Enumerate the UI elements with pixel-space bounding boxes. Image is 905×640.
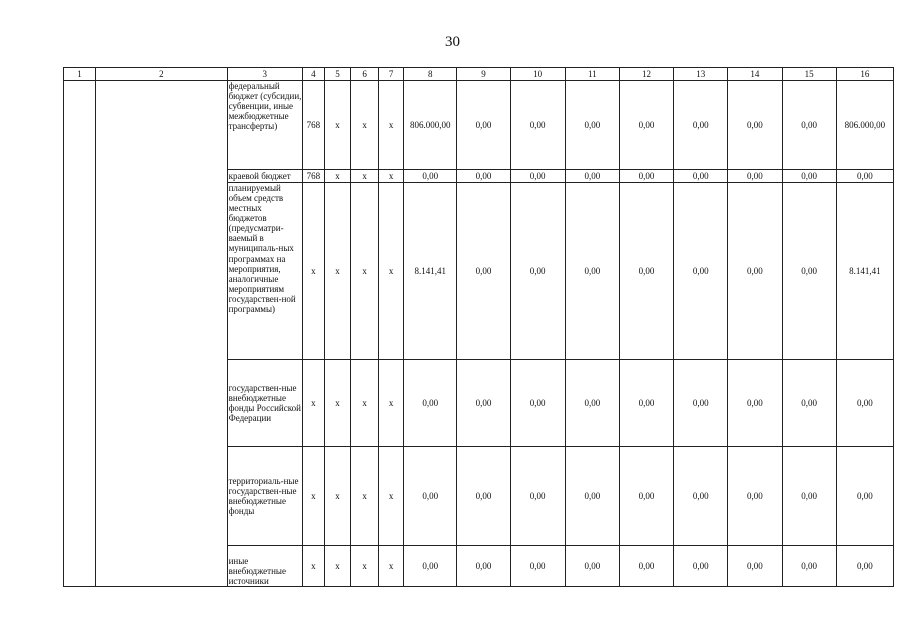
cell: х (302, 546, 324, 587)
col-header: 11 (565, 68, 619, 81)
cell: х (324, 360, 350, 447)
cell: 768 (302, 170, 324, 183)
cell: х (351, 546, 379, 587)
funding-source: иные внебюджетные источники (227, 546, 302, 587)
amount-cell: 8.141,41 (404, 183, 457, 360)
cell: х (302, 360, 324, 447)
header-row (64, 68, 894, 81)
amount-cell: 806.000,00 (404, 81, 457, 170)
funding-source: территориаль-ные государствен-ные внебюджетные фонды (227, 447, 302, 546)
amount-cell: 0,00 (674, 183, 728, 360)
amount-cell: 0,00 (674, 447, 728, 546)
amount-cell: 0,00 (836, 546, 893, 587)
col-header: 4 (302, 68, 324, 81)
amount-cell: 0,00 (728, 360, 782, 447)
amount-cell: 0,00 (782, 546, 836, 587)
cell: х (379, 447, 404, 546)
amount-cell: 0,00 (565, 81, 619, 170)
cell: х (351, 447, 379, 546)
amount-cell: 0,00 (674, 81, 728, 170)
col-header: 16 (836, 68, 893, 81)
amount-cell: 0,00 (404, 360, 457, 447)
cell: х (379, 183, 404, 360)
cell: х (351, 360, 379, 447)
amount-cell: 0,00 (404, 546, 457, 587)
cell: х (324, 183, 350, 360)
amount-cell: 0,00 (782, 81, 836, 170)
cell: х (379, 360, 404, 447)
col-header: 3 (227, 68, 302, 81)
amount-cell: 0,00 (565, 546, 619, 587)
amount-cell: 0,00 (619, 81, 673, 170)
amount-cell: 0,00 (510, 546, 565, 587)
amount-cell: 0,00 (510, 360, 565, 447)
col-header: 13 (674, 68, 728, 81)
col-header: 9 (457, 68, 510, 81)
amount-cell: 0,00 (728, 170, 782, 183)
cell: х (379, 81, 404, 170)
amount-cell: 0,00 (457, 170, 510, 183)
cell: х (379, 546, 404, 587)
amount-cell: 0,00 (457, 360, 510, 447)
cell: х (324, 546, 350, 587)
amount-cell: 0,00 (836, 360, 893, 447)
col-header: 1 (64, 68, 96, 81)
amount-cell: 0,00 (510, 81, 565, 170)
amount-cell: 0,00 (457, 546, 510, 587)
col-header: 14 (728, 68, 782, 81)
page-number: 30 (445, 34, 460, 50)
amount-cell: 0,00 (728, 447, 782, 546)
cell: х (324, 81, 350, 170)
cell: х (324, 170, 350, 183)
funding-source: государствен-ные внебюджетные фонды Российской Федерации (227, 360, 302, 447)
cell: х (324, 447, 350, 546)
col-header: 7 (379, 68, 404, 81)
col-header: 15 (782, 68, 836, 81)
amount-cell: 0,00 (836, 170, 893, 183)
amount-cell: 0,00 (565, 447, 619, 546)
amount-cell: 0,00 (674, 170, 728, 183)
cell: х (351, 183, 379, 360)
amount-cell: 0,00 (457, 81, 510, 170)
amount-cell: 0,00 (619, 447, 673, 546)
col-header: 8 (404, 68, 457, 81)
col-header: 12 (619, 68, 673, 81)
amount-cell: 0,00 (510, 183, 565, 360)
funding-source: краевой бюджет (227, 170, 302, 183)
funding-source: федеральный бюджет (субсидии, субвенции, иные межбюджетные трансферты) (227, 81, 302, 170)
amount-cell: 8.141,41 (836, 183, 893, 360)
amount-cell: 0,00 (565, 183, 619, 360)
budget-table (63, 67, 894, 587)
amount-cell: 0,00 (565, 170, 619, 183)
amount-cell: 0,00 (782, 170, 836, 183)
funding-source: планируемый объем средств местных бюджетов (предусматри-ваемый в муниципаль-ных программах на мероприятия, аналогичные мероприятиям государствен-ной программы) (227, 183, 302, 360)
amount-cell: 0,00 (782, 183, 836, 360)
amount-cell: 0,00 (510, 447, 565, 546)
amount-cell: 0,00 (836, 447, 893, 546)
amount-cell: 0,00 (619, 183, 673, 360)
amount-cell: 0,00 (619, 360, 673, 447)
amount-cell: 806.000,00 (836, 81, 893, 170)
amount-cell: 0,00 (619, 170, 673, 183)
amount-cell: 0,00 (674, 546, 728, 587)
amount-cell: 0,00 (404, 170, 457, 183)
amount-cell: 0,00 (728, 183, 782, 360)
cell-col2-empty (96, 81, 227, 587)
amount-cell: 0,00 (619, 546, 673, 587)
amount-cell: 0,00 (728, 546, 782, 587)
cell: х (351, 81, 379, 170)
amount-cell: 0,00 (565, 360, 619, 447)
cell: 768 (302, 81, 324, 170)
amount-cell: 0,00 (728, 81, 782, 170)
cell-col1-empty (64, 81, 96, 587)
amount-cell: 0,00 (782, 360, 836, 447)
amount-cell: 0,00 (674, 360, 728, 447)
cell: х (379, 170, 404, 183)
col-header: 5 (324, 68, 350, 81)
amount-cell: 0,00 (510, 170, 565, 183)
amount-cell: 0,00 (782, 447, 836, 546)
cell: х (302, 447, 324, 546)
col-header: 6 (351, 68, 379, 81)
cell: х (351, 170, 379, 183)
amount-cell: 0,00 (457, 447, 510, 546)
table-row (64, 81, 894, 170)
amount-cell: 0,00 (404, 447, 457, 546)
amount-cell: 0,00 (457, 183, 510, 360)
cell: х (302, 183, 324, 360)
col-header: 10 (510, 68, 565, 81)
col-header: 2 (96, 68, 227, 81)
